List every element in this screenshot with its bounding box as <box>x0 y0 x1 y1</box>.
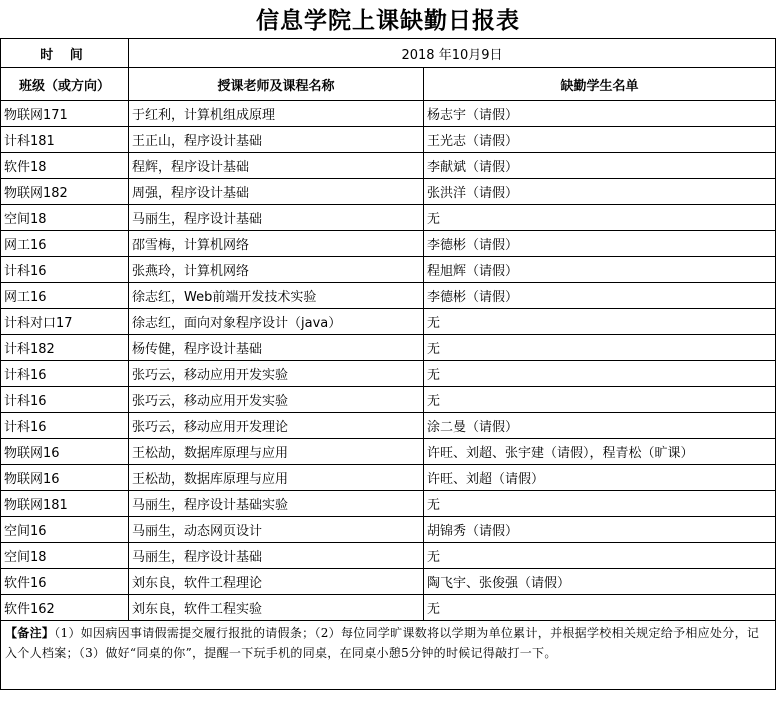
class-cell: 计科对口17 <box>1 309 129 335</box>
class-cell: 空间18 <box>1 543 129 569</box>
table-row <box>1 283 776 309</box>
table-row <box>1 153 776 179</box>
table-row <box>1 205 776 231</box>
absent-cell: 涂二曼（请假） <box>424 413 776 439</box>
class-cell: 网工16 <box>1 231 129 257</box>
class-cell: 计科16 <box>1 387 129 413</box>
absent-cell: 王光志（请假） <box>424 127 776 153</box>
teacher-course-cell: 马丽生，程序设计基础 <box>129 205 424 231</box>
teacher-course-cell: 周强，程序设计基础 <box>129 179 424 205</box>
teacher-course-cell: 马丽生，程序设计基础实验 <box>129 491 424 517</box>
teacher-course-cell: 杨传健，程序设计基础 <box>129 335 424 361</box>
table-row <box>1 439 776 465</box>
teacher-course-cell: 邵雪梅，计算机网络 <box>129 231 424 257</box>
date-value: 2018 年10月9日 <box>129 39 776 68</box>
absent-cell: 许旺、刘超（请假） <box>424 465 776 491</box>
class-cell: 软件162 <box>1 595 129 621</box>
teacher-course-cell: 刘东良，软件工程理论 <box>129 569 424 595</box>
table-row <box>1 569 776 595</box>
teacher-course-cell: 张巧云，移动应用开发实验 <box>129 361 424 387</box>
note-label: 【备注】 <box>5 626 55 640</box>
teacher-course-cell: 王正山，程序设计基础 <box>129 127 424 153</box>
absent-cell: 无 <box>424 491 776 517</box>
absent-cell: 程旭辉（请假） <box>424 257 776 283</box>
teacher-course-cell: 马丽生，动态网页设计 <box>129 517 424 543</box>
class-cell: 计科16 <box>1 361 129 387</box>
teacher-course-cell: 张燕玲，计算机网络 <box>129 257 424 283</box>
absent-cell: 无 <box>424 543 776 569</box>
class-cell: 物联网16 <box>1 465 129 491</box>
header-class: 班级（或方向） <box>1 68 129 101</box>
class-cell: 空间16 <box>1 517 129 543</box>
note-text: （1）如因病因事请假需提交履行报批的请假条；（2）每位同学旷课数将以学期为单位累计，并根据学校相关规定给予相应处分，记入个人档案；（3）做好“同桌的你”，提醒一下玩手机的同桌，在同桌小憩5分钟的时候记得敲打一下。 <box>5 626 760 660</box>
absent-cell: 无 <box>424 595 776 621</box>
teacher-course-cell: 王松劼，数据库原理与应用 <box>129 439 424 465</box>
time-label: 时 间 <box>1 39 129 68</box>
teacher-course-cell: 刘东良，软件工程实验 <box>129 595 424 621</box>
teacher-course-cell: 张巧云，移动应用开发理论 <box>129 413 424 439</box>
absent-cell: 李德彬（请假） <box>424 283 776 309</box>
teacher-course-cell: 张巧云，移动应用开发实验 <box>129 387 424 413</box>
teacher-course-cell: 于红利，计算机组成原理 <box>129 101 424 127</box>
absent-cell: 无 <box>424 387 776 413</box>
table-row <box>1 465 776 491</box>
table-row <box>1 335 776 361</box>
teacher-course-cell: 徐志红，Web前端开发技术实验 <box>129 283 424 309</box>
table-row <box>1 491 776 517</box>
absent-cell: 无 <box>424 205 776 231</box>
table-row <box>1 595 776 621</box>
teacher-course-cell: 马丽生，程序设计基础 <box>129 543 424 569</box>
class-cell: 物联网16 <box>1 439 129 465</box>
absent-cell: 李德彬（请假） <box>424 231 776 257</box>
note-cell <box>1 621 776 690</box>
teacher-course-cell: 徐志红，面向对象程序设计（java） <box>129 309 424 335</box>
header-absent: 缺勤学生名单 <box>424 68 776 101</box>
absent-cell: 许旺、刘超、张宇建（请假），程青松（旷课） <box>424 439 776 465</box>
time-row <box>1 39 776 68</box>
class-cell: 软件16 <box>1 569 129 595</box>
report-title: 信息学院上课缺勤日报表 <box>256 7 520 34</box>
table-row <box>1 231 776 257</box>
table-row <box>1 179 776 205</box>
header-row <box>1 68 776 101</box>
teacher-course-cell: 王松劼，数据库原理与应用 <box>129 465 424 491</box>
absent-cell: 李献斌（请假） <box>424 153 776 179</box>
table-row <box>1 517 776 543</box>
class-cell: 软件18 <box>1 153 129 179</box>
absent-cell: 无 <box>424 309 776 335</box>
class-cell: 计科181 <box>1 127 129 153</box>
table-row <box>1 413 776 439</box>
class-cell: 计科16 <box>1 413 129 439</box>
class-cell: 网工16 <box>1 283 129 309</box>
absent-cell: 杨志宇（请假） <box>424 101 776 127</box>
absent-cell: 陶飞宇、张俊强（请假） <box>424 569 776 595</box>
absent-cell: 胡锦秀（请假） <box>424 517 776 543</box>
note-row <box>1 621 776 690</box>
class-cell: 物联网171 <box>1 101 129 127</box>
class-cell: 物联网182 <box>1 179 129 205</box>
class-cell: 空间18 <box>1 205 129 231</box>
attendance-table <box>0 38 776 690</box>
class-cell: 计科16 <box>1 257 129 283</box>
class-cell: 计科182 <box>1 335 129 361</box>
header-teacher-course: 授课老师及课程名称 <box>129 68 424 101</box>
teacher-course-cell: 程辉，程序设计基础 <box>129 153 424 179</box>
table-row <box>1 543 776 569</box>
table-row <box>1 361 776 387</box>
table-row <box>1 309 776 335</box>
absent-cell: 无 <box>424 335 776 361</box>
table-row <box>1 127 776 153</box>
absent-cell: 无 <box>424 361 776 387</box>
class-cell: 物联网181 <box>1 491 129 517</box>
table-row <box>1 257 776 283</box>
absent-cell: 张洪洋（请假） <box>424 179 776 205</box>
table-row <box>1 387 776 413</box>
table-row <box>1 101 776 127</box>
